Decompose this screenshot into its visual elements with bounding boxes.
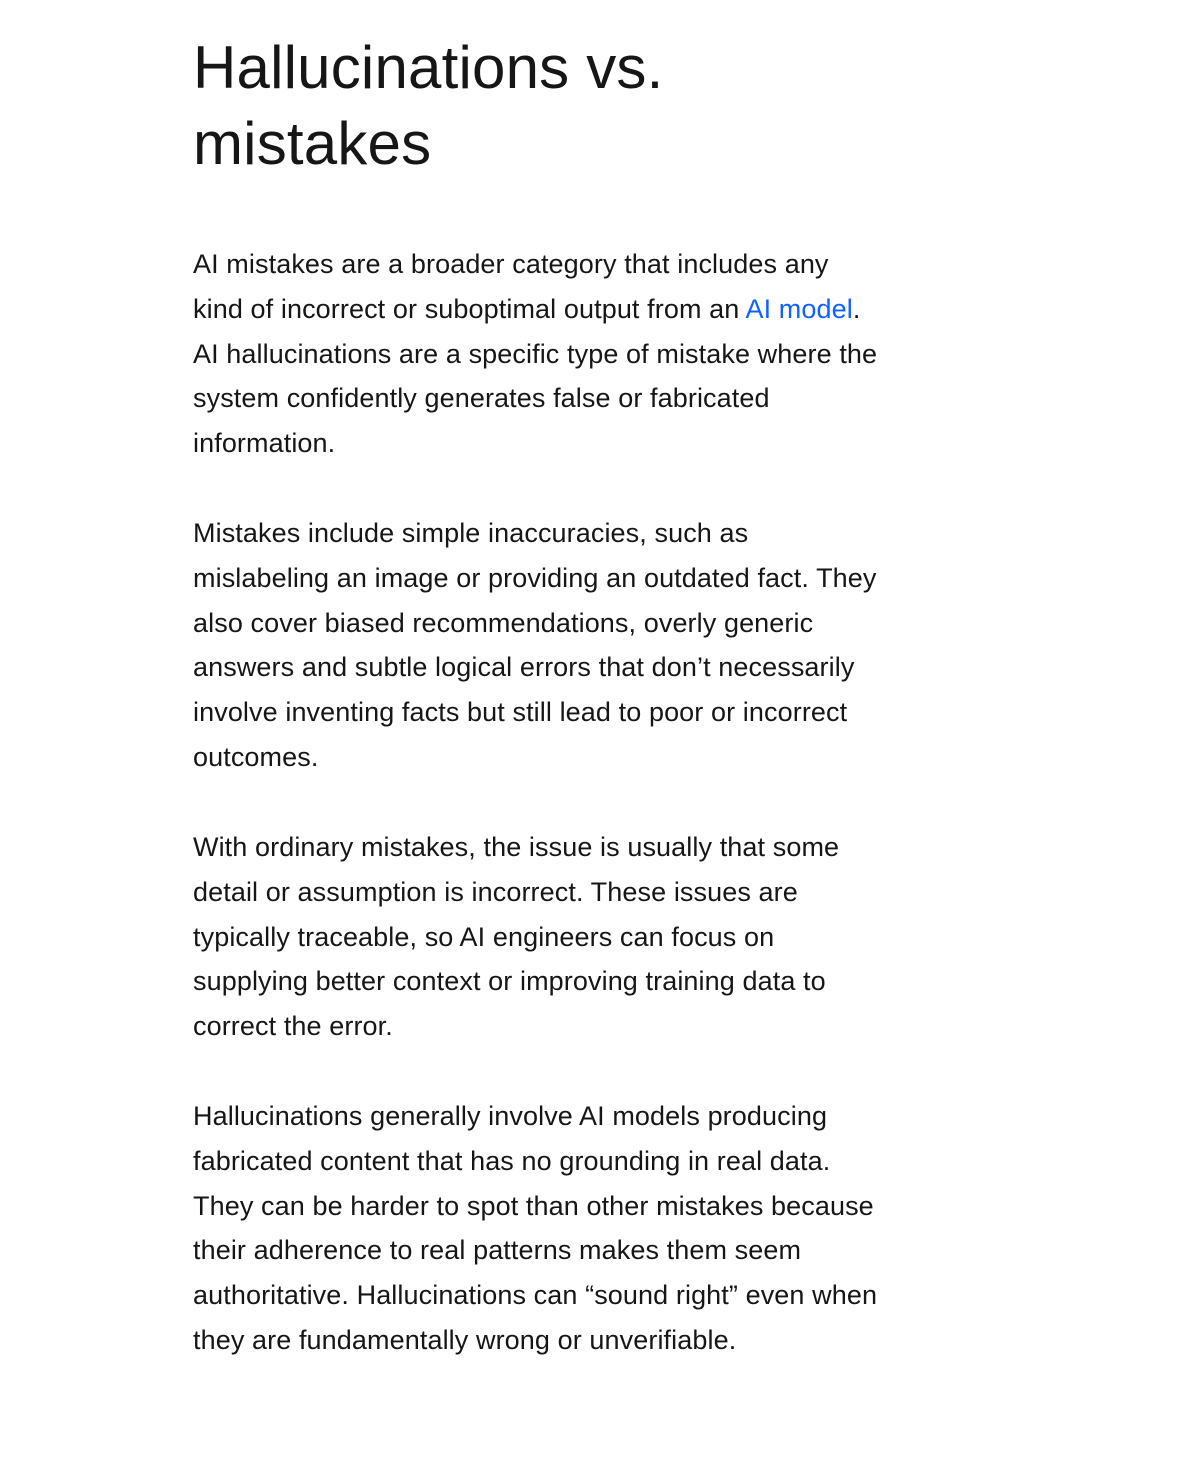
ai-model-link[interactable]: AI model — [745, 293, 853, 324]
paragraph-hallucinations: Hallucinations generally involve AI models producing fabricated content that has no grounding in real data. They can be harder to spot than other mistakes because their adherence to real patterns makes them seem authoritative. Hallucinations can “sound right” even when they are fundamentally wrong or unverifiable. — [193, 1101, 878, 1355]
paragraph-ordinary-mistakes: With ordinary mistakes, the issue is usually that some detail or assumption is incorrect. These issues are typically traceable, so AI engineers can focus on supplying better context or improving training data to correct the error. — [193, 832, 840, 1042]
paragraph-ai-mistakes-intro: AI mistakes are a broader category that includes any kind of incorrect or suboptimal output from an — [193, 249, 829, 324]
paragraph-ai-mistakes-rest: . AI hallucinations are a specific type of mistake where the system confidently generates false or fabricated information. — [193, 293, 878, 459]
paragraph-ai-mistakes — [193, 242, 883, 466]
section-heading: Hallucinations vs. mistakes — [193, 34, 664, 177]
article-content — [193, 30, 893, 1355]
paragraph-mistakes-include: Mistakes include simple inaccuracies, such as mislabeling an image or providing an outdated fact. They also cover biased recommendations, overly generic answers and subtle logical errors that don’t necessarily involve inventing facts but still lead to poor or incorrect outcomes. — [193, 518, 877, 772]
